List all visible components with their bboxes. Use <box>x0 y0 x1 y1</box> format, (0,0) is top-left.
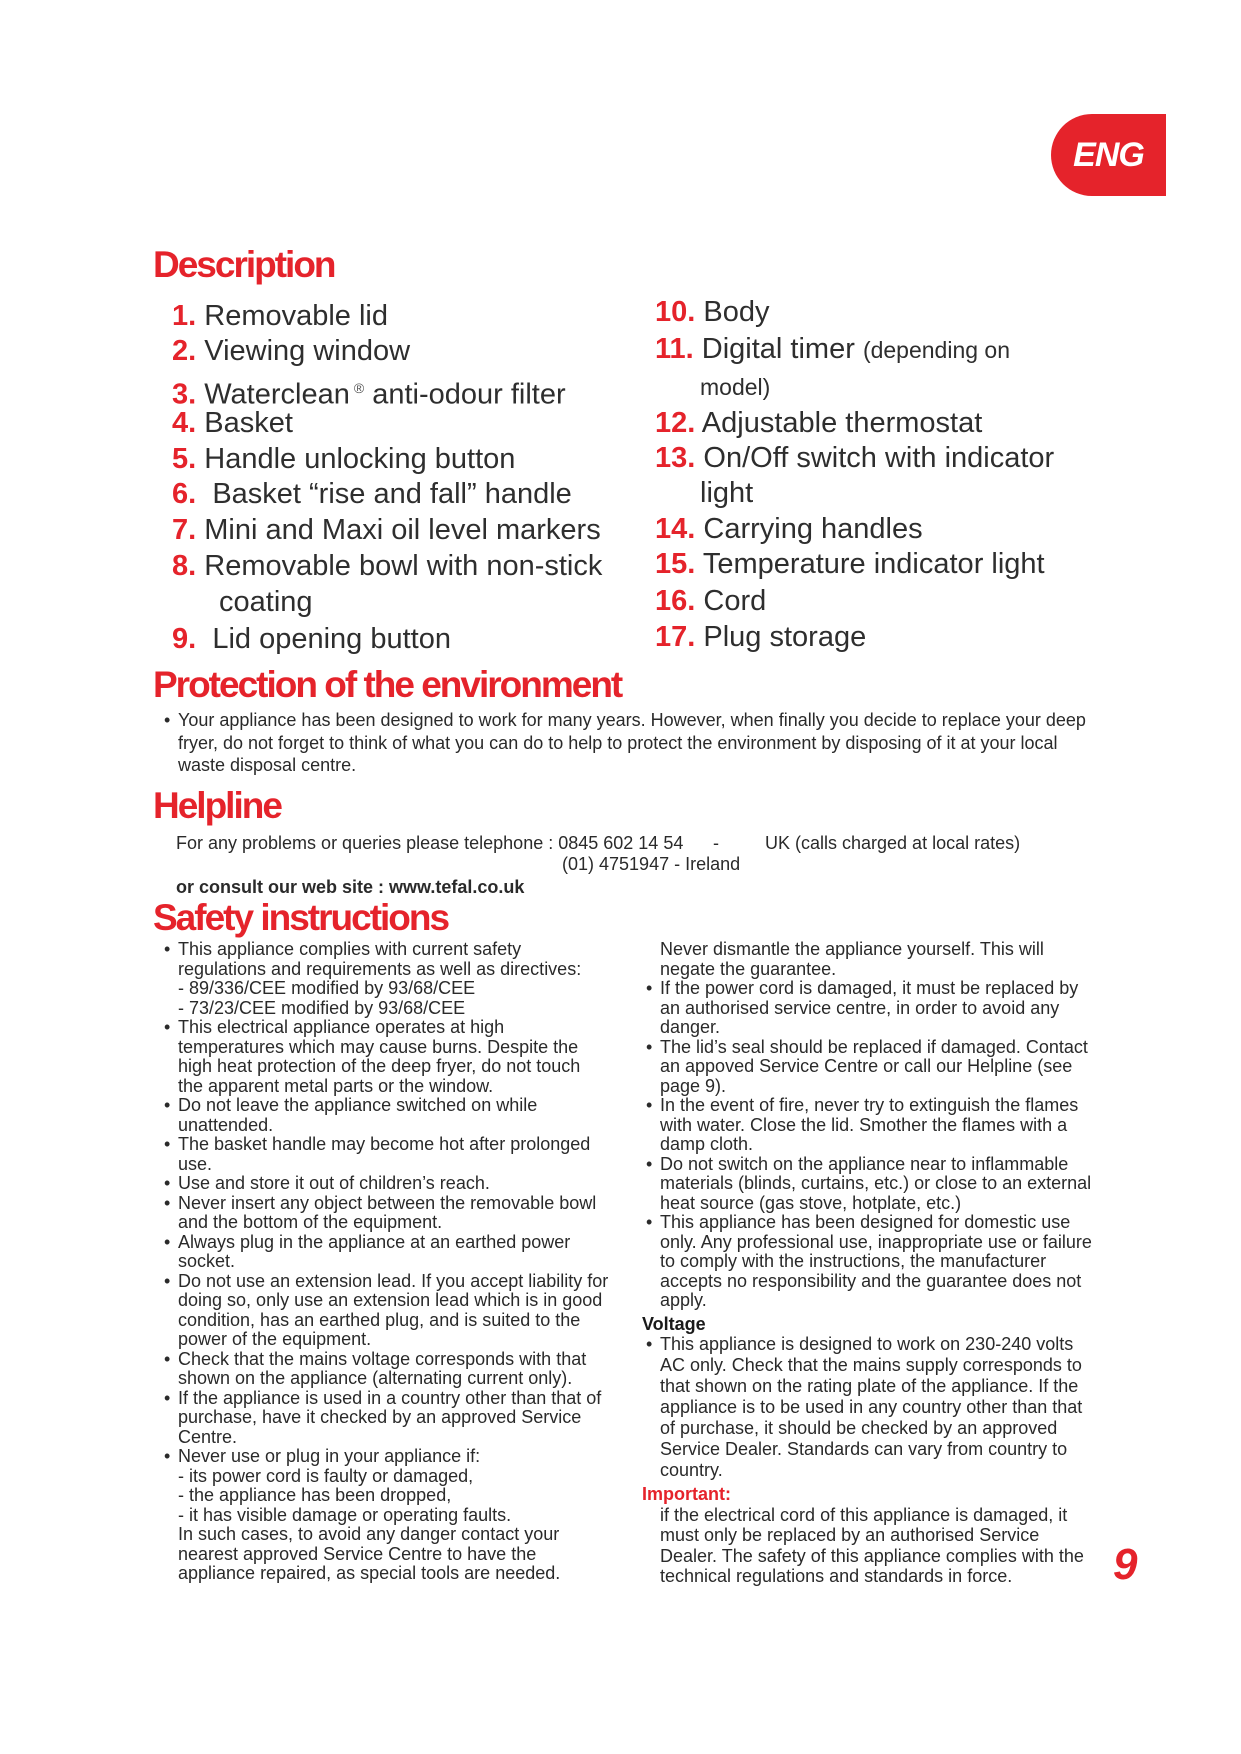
desc-item-2: 2. Viewing window <box>172 335 411 367</box>
desc-item-3: 3. Waterclean ® anti-odour filter <box>172 378 566 411</box>
desc-item-15: 15. Temperature indicator light <box>655 548 1045 580</box>
safety-item: • Do not use an extension lead. If you accept liability for doing so, only use an extension lead which is in good condition, has an earthed plug, and is suited to the power of the equipment. <box>160 1272 610 1350</box>
language-tab: ENG <box>1051 114 1166 196</box>
desc-item-8-continued: coating <box>219 586 313 618</box>
desc-item-1: 1. Removable lid <box>172 300 389 332</box>
desc-item-13-continued: light <box>700 477 754 509</box>
desc-item-4: 4. Basket <box>172 407 293 439</box>
safety-title: Safety instructions <box>153 897 449 938</box>
desc-item-16: 16. Cord <box>655 585 767 617</box>
safety-right-column <box>642 940 1097 1587</box>
safety-subitem: - its power cord is faulty or damaged, <box>178 1465 474 1486</box>
desc-item-14: 14. Carrying handles <box>655 513 923 545</box>
safety-item: • Never use or plug in your appliance if: <box>160 1447 610 1467</box>
safety-item: • Never insert any object between the removable bowl and the bottom of the equipment. <box>160 1194 610 1233</box>
safety-item: Never dismantle the appliance yourself. This will negate the guarantee. <box>660 939 1044 979</box>
helpline-uk-note: UK (calls charged at local rates) <box>765 833 1021 853</box>
safety-item: • If the power cord is damaged, it must be replaced by an authorised service centre, in order to avoid any danger. <box>642 979 1097 1038</box>
safety-subitem: - it has visible damage or operating faults. <box>178 1504 512 1525</box>
desc-item-11: 11. Digital timer (depending on <box>655 333 1011 365</box>
safety-item: • This electrical appliance operates at high temperatures which may cause burns. Despite the high heat protection of the deep fryer, do not touch the apparent metal parts or the window. <box>160 1018 610 1096</box>
safety-item: • The basket handle may become hot after prolonged use. <box>160 1135 610 1174</box>
safety-left-column <box>160 940 610 1584</box>
safety-subitem: In such cases, to avoid any danger contact your nearest approved Service Centre to have the appliance repaired, as special tools are needed. <box>178 1524 561 1583</box>
important-heading: Important: <box>642 1484 731 1504</box>
desc-item-7: 7. Mini and Maxi oil level markers <box>172 514 601 546</box>
desc-item-8: 8. Removable bowl with non-stick <box>172 550 603 582</box>
helpline-website: or consult our web site : www.tefal.co.uk <box>176 877 525 897</box>
safety-subitem: - the appliance has been dropped, <box>178 1485 452 1505</box>
desc-item-13: 13. On/Off switch with indicator <box>655 442 1055 474</box>
description-title: Description <box>153 244 335 285</box>
helpline-phone-ireland: (01) 4751947 - Ireland <box>562 854 741 874</box>
desc-item-11-continued: model) <box>700 374 771 400</box>
desc-item-17: 17. Plug storage <box>655 621 867 653</box>
safety-item: • Do not switch on the appliance near to inflammable materials (blinds, curtains, etc.) or close to an external heat source (gas stove, hotplate, etc.) <box>642 1155 1097 1214</box>
safety-item: • If the appliance is used in a country other than that of purchase, have it checked by an approved Service Centre. <box>160 1389 610 1448</box>
desc-item-12: 12. Adjustable thermostat <box>655 407 983 439</box>
safety-item: • Check that the mains voltage corresponds with that shown on the appliance (alternating current only). <box>160 1350 610 1389</box>
safety-item: • Do not leave the appliance switched on while unattended. <box>160 1096 610 1135</box>
environment-title: Protection of the environment <box>153 664 622 705</box>
safety-item: • This appliance complies with current safety regulations and requirements as well as directives: <box>160 940 610 979</box>
environment-text: • Your appliance has been designed to work for many years. However, when finally you decide to replace your deep fryer, do not forget to think of what you can do to help to protect the environment by disposing of it at your local waste disposal centre. <box>160 709 1090 777</box>
safety-subitem: - 89/336/CEE modified by 93/68/CEE <box>178 978 476 998</box>
helpline-title: Helpline <box>153 785 281 826</box>
helpline-dash: - <box>713 833 719 853</box>
important-text: if the electrical cord of this appliance is damaged, it must only be replaced by an authorised Service Dealer. The safety of this appliance complies with the technical regulations and standards in force. <box>660 1504 1084 1586</box>
desc-item-10: 10. Body <box>655 296 770 328</box>
safety-item: • Use and store it out of children’s reach. <box>160 1174 610 1194</box>
safety-item: • In the event of fire, never try to extinguish the flames with water. Close the lid. Smother the flames with a damp cloth. <box>642 1096 1097 1155</box>
page-number: 9 <box>1113 1540 1138 1589</box>
voltage-heading: Voltage <box>642 1313 706 1334</box>
voltage-text: • This appliance is designed to work on 230-240 volts AC only. Check that the mains supply corresponds to that shown on the rating plate of the appliance. If the appliance is to be used in any country other than that of purchase, it should be checked by an approved Service Dealer. Standards can vary from country to country. <box>642 1334 1097 1481</box>
desc-item-6: 6. Basket “rise and fall” handle <box>172 478 572 510</box>
helpline-phone-uk: For any problems or queries please telephone : 0845 602 14 54 <box>176 833 684 853</box>
desc-item-9: 9. Lid opening button <box>172 623 451 655</box>
desc-item-5: 5. Handle unlocking button <box>172 443 516 475</box>
safety-item: • This appliance has been designed for domestic use only. Any professional use, inappropriate use or failure to comply with the instructions, the manufacturer accepts no responsibility and the guarantee does not apply. <box>642 1213 1097 1311</box>
safety-item: • Always plug in the appliance at an earthed power socket. <box>160 1233 610 1272</box>
safety-subitem: - 73/23/CEE modified by 93/68/CEE <box>178 997 466 1018</box>
safety-item: • The lid’s seal should be replaced if damaged. Contact an appoved Service Centre or call our Helpline (see page 9). <box>642 1038 1097 1097</box>
